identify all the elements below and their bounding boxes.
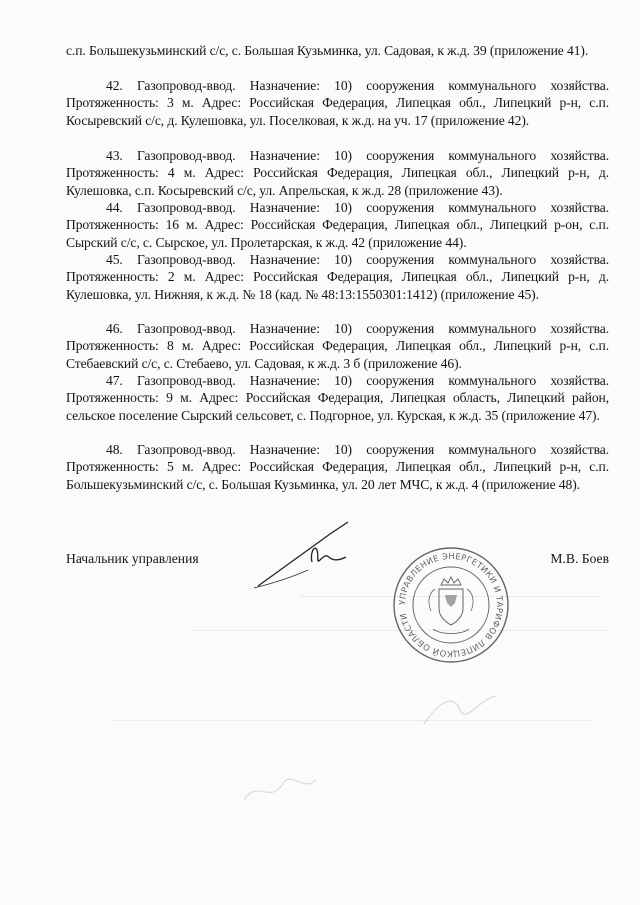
bleed-through-line [110,720,590,721]
paragraph-41-tail: с.п. Большекузьминский с/с, с. Большая Кузьминка, ул. Садовая, к ж.д. 39 (приложение 41). [66,43,589,58]
signatory-position: Начальник управления [66,551,199,566]
paragraph-48: 48. Газопровод-ввод. Назначение: 10) сооружения коммунального хозяйства. Протяженность: 5 м. Адрес: Российская Федерация, Липецкая обл., Липецкий р-н, с.п. Большекузьминский с/с, с. Большая Кузьминка, ул. 20 лет МЧС, к ж.д. 4 (приложение 48). [66,442,609,492]
bleed-through-signature [420,690,500,730]
bleed-through-signature [240,770,320,810]
signature-block [66,551,609,571]
signatory-name: М.В. Боев [550,551,609,566]
paragraph-43: 43. Газопровод-ввод. Назначение: 10) сооружения коммунального хозяйства. Протяженность: 4 м. Адрес: Российская Федерация, Липецкая обл., Липецкий р-н, д. Кулешовка, с.п. Косыревский с/с, ул. Апрельская, к ж.д. 28 (приложение 43). [66,148,609,198]
paragraph-42: 42. Газопровод-ввод. Назначение: 10) сооружения коммунального хозяйства. Протяженность: 3 м. Адрес: Российская Федерация, Липецкая обл., Липецкий р-н, с.п. Косыревский с/с, д. Кулешовка, ул. Поселковая, к ж.д. на уч. 17 (приложение 42). [66,78,609,128]
paragraph-47: 47. Газопровод-ввод. Назначение: 10) сооружения коммунального хозяйства. Протяженность: 9 м. Адрес: Российская Федерация, Липецкая область, Липецкий район, сельское поселение Сырский сельсовет, с. Подгорное, ул. Курская, к ж.д. 35 (приложение 47). [66,373,609,423]
paragraph-44: 44. Газопровод-ввод. Назначение: 10) сооружения коммунального хозяйства. Протяженность: 16 м. Адрес: Российская Федерация, Липецкая обл., Липецкий р-он, с.п. Сырский с/с, с. Сырское, ул. Пролетарская, к ж.д. 42 (приложение 44). [66,200,609,250]
paragraph-45: 45. Газопровод-ввод. Назначение: 10) сооружения коммунального хозяйства. Протяженность: 2 м. Адрес: Российская Федерация, Липецкая обл., Липецкий р-н, д. Кулешовка, ул. Нижняя, к ж.д. № 18 (кад. № 48:13:1550301:1412) (приложение 45). [66,252,609,302]
paragraph-46: 46. Газопровод-ввод. Назначение: 10) сооружения коммунального хозяйства. Протяженность: 8 м. Адрес: Российская Федерация, Липецкая обл., Липецкий р-н, с.п. Стебаевский с/с, с. Стебаево, ул. Садовая, к ж.д. 3 б (приложение 46). [66,321,609,371]
svg-text:УПРАВЛЕНИЕ ЭНЕРГЕТИКИ И ТАРИФО: УПРАВЛЕНИЕ ЭНЕРГЕТИКИ И ТАРИФОВ ЛИПЕЦКОЙ ОБЛАСТИ [396,550,506,660]
